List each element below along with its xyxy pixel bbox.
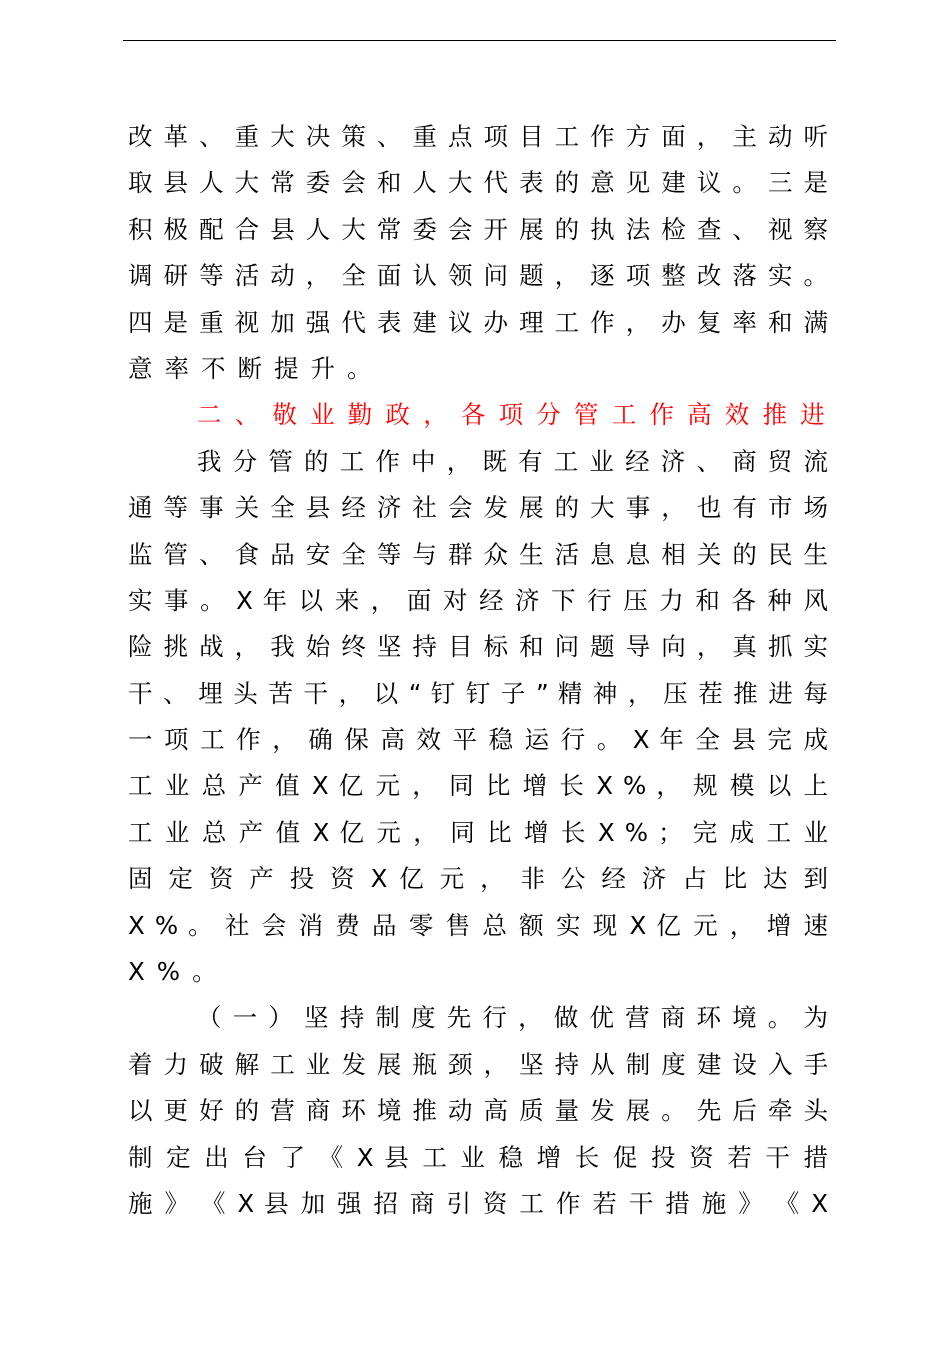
header-rule	[123, 40, 836, 41]
text-line: 工 业 总 产 值 X 亿 元 ， 同 比 增 长 X % ， 规 模 以 上	[128, 771, 828, 801]
text-line: 工 业 总 产 值 X 亿 元 ， 同 比 增 长 X % ； 完 成 工 业	[128, 817, 828, 847]
paragraph-first-line: （ 一 ） 坚 持 制 度 先 行 ， 做 优 营 商 环 境 。 为	[197, 1003, 828, 1033]
text-line: 调 研 等 活 动 ， 全 面 认 领 问 题 ， 逐 项 整 改 落 实 。	[128, 261, 828, 291]
text-line: 以 更 好 的 营 商 环 境 推 动 高 质 量 发 展 。 先 后 牵 头	[128, 1096, 828, 1126]
text-line: 积 极 配 合 县 人 大 常 委 会 开 展 的 执 法 检 查 、 视 察	[128, 214, 828, 244]
text-line: 通 等 事 关 全 县 经 济 社 会 发 展 的 大 事 ， 也 有 市 场	[128, 493, 828, 523]
text-line: 取 县 人 大 常 委 会 和 人 大 代 表 的 意 见 建 议 。 三 是	[128, 168, 828, 198]
text-line: 施 》 《 X 县 加 强 招 商 引 资 工 作 若 干 措 施 》 《 X	[128, 1188, 828, 1218]
text-line: 制 定 出 台 了 《 X 县 工 业 稳 增 长 促 投 资 若 干 措	[128, 1142, 828, 1172]
text-line: X % 。 社 会 消 费 品 零 售 总 额 实 现 X 亿 元 ， 增 速	[128, 910, 828, 940]
text-line: 监 管 、 食 品 安 全 等 与 群 众 生 活 息 息 相 关 的 民 生	[128, 539, 828, 569]
text-line: X%。	[128, 957, 229, 987]
text-line: 干 、 埋 头 苦 干 ， 以 “ 钉 钉 子 ” 精 神 ， 压 茬 推 进 每	[128, 678, 828, 708]
text-line: 险 挑 战 ， 我 始 终 坚 持 目 标 和 问 题 导 向 ， 真 抓 实	[128, 632, 828, 662]
text-line: 实 事 。 X 年 以 来 ， 面 对 经 济 下 行 压 力 和 各 种 风	[128, 585, 828, 615]
document-body	[128, 114, 838, 1227]
text-line: 意率不断提升。	[128, 353, 384, 383]
text-line: 固 定 资 产 投 资 X 亿 元 ， 非 公 经 济 占 比 达 到	[128, 864, 828, 894]
paragraph-first-line: 我 分 管 的 工 作 中 ， 既 有 工 业 经 济 、 商 贸 流	[197, 446, 828, 476]
text-line: 一 项 工 作 ， 确 保 高 效 平 稳 运 行 。 X 年 全 县 完 成	[128, 725, 828, 755]
text-line: 着 力 破 解 工 业 发 展 瓶 颈 ， 坚 持 从 制 度 建 设 入 手	[128, 1049, 828, 1079]
text-line: 四 是 重 视 加 强 代 表 建 议 办 理 工 作 ， 办 复 率 和 满	[128, 307, 828, 337]
section-heading: 二、敬业勤政，各项分管工作高效推进	[197, 400, 838, 430]
text-line: 改 革 、 重 大 决 策 、 重 点 项 目 工 作 方 面 ， 主 动 听	[128, 122, 828, 151]
